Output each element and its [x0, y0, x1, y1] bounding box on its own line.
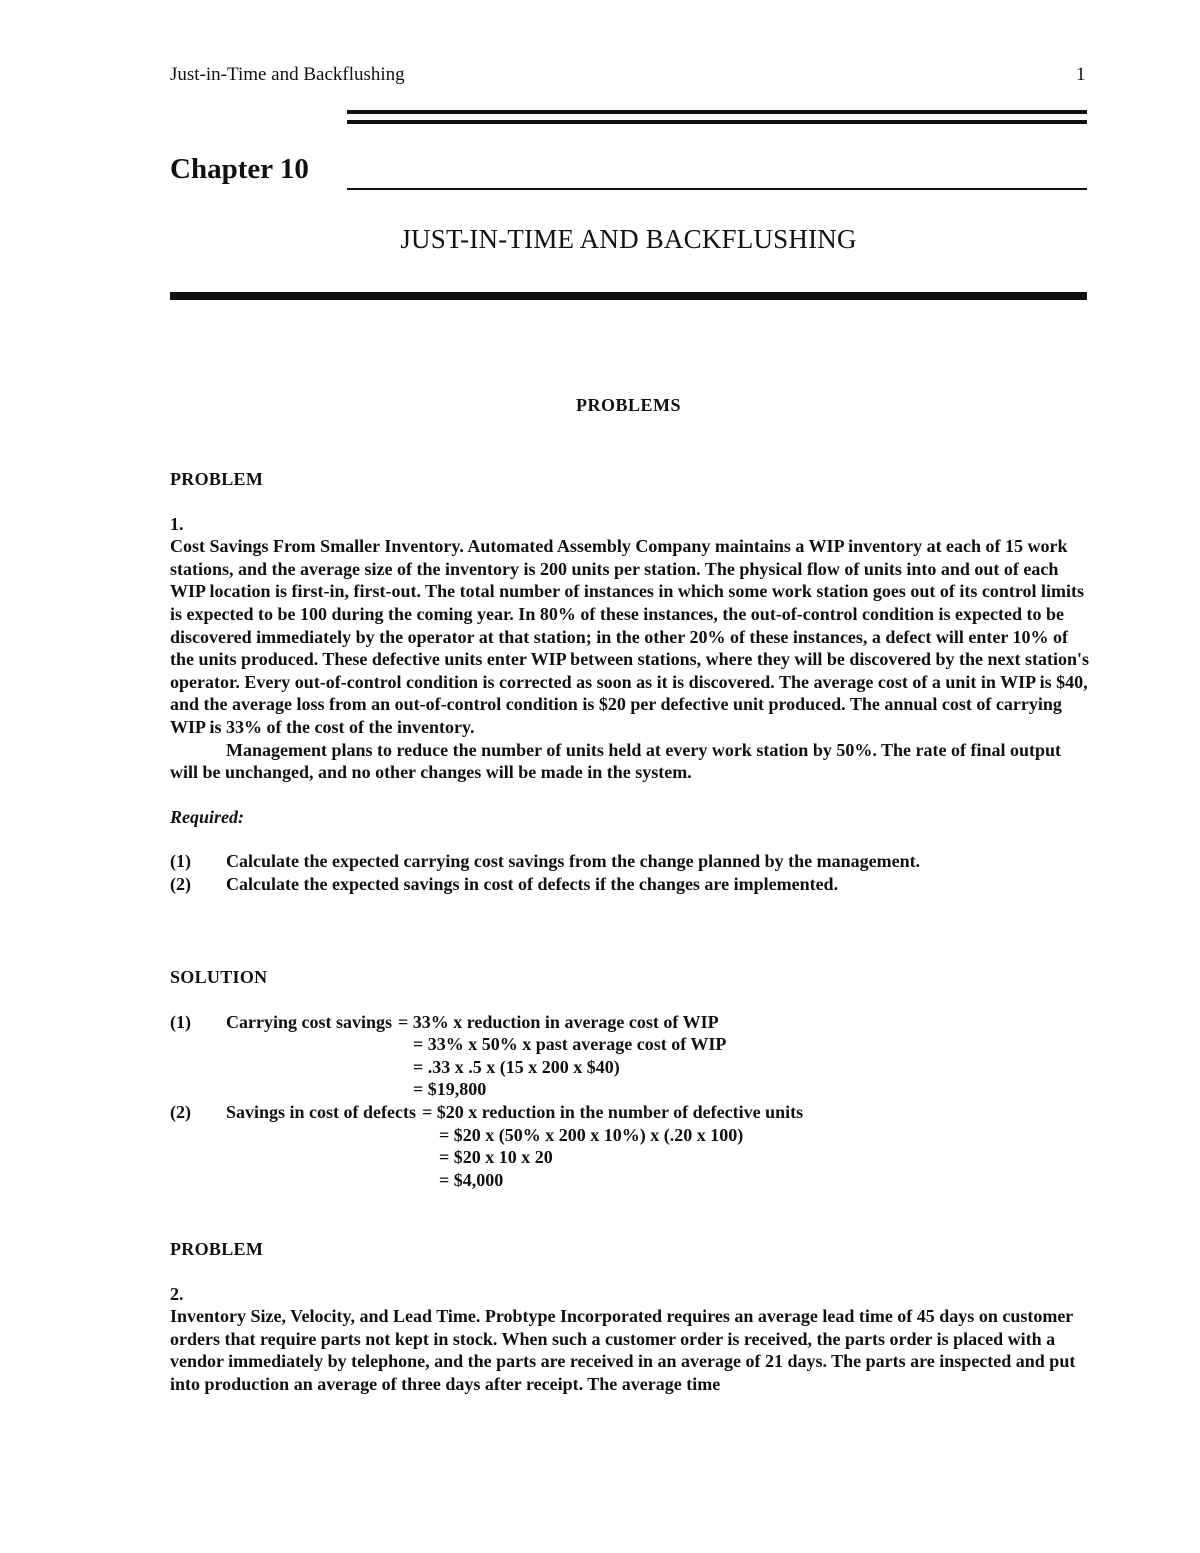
equation-line: = $20 x 10 x 20: [439, 1147, 553, 1168]
part-number: (2): [170, 1101, 191, 1122]
solution-heading: SOLUTION: [170, 967, 268, 987]
solution-part-1: [170, 1011, 1090, 1101]
equation-line: = 33% x 50% x past average cost of WIP: [413, 1034, 727, 1055]
problem-paragraph: Cost Savings From Smaller Inventory. Automated Assembly Company maintains a WIP inventory at each of 15 work stations, and the average size of the inventory is 200 units per station. The physical flow of units into and out of each WIP location is first-in, first-out. The total number of instances in which some work station goes out of its control limits is expected to be 100 during the coming year. In 80% of these instances, the out-of-control condition is expected to be discovered immediately by the operator at that station; in the other 20% of these instances, a defect will enter 10% of the units produced. These defective units enter WIP between stations, where they will be discovered by the next station's operator. Every out-of-control condition is corrected as soon as it is discovered. The average cost of a unit in WIP is $40, and the average loss from an out-of-control condition is $20 per defective unit produced. The annual cost of carrying WIP is 33% of the cost of the inventory.: [170, 536, 1089, 737]
item-number: (1): [170, 851, 191, 872]
equation-line: = $4,000: [439, 1169, 504, 1190]
problem-paragraph: Management plans to reduce the number of units held at every work station by 50%. The rate of final output will be unchanged, and no other changes will be made in the system.: [170, 739, 1062, 783]
problem-paragraph: Inventory Size, Velocity, and Lead Time. Probtype Incorporated requires an average lead time of 45 days on customer orders that require parts not kept in stock. When such a customer order is received, the parts order is placed with a vendor immediately by telephone, and the parts are received in an average of 21 days. The parts are inspected and put into production an average of three days after receipt. The average time: [170, 1306, 1076, 1394]
header-rule-top: [347, 110, 1087, 114]
item-text: Calculate the expected savings in cost of defects if the changes are implemented.: [226, 873, 839, 894]
running-title: Just-in-Time and Backflushing: [170, 64, 405, 85]
section-heading: PROBLEMS: [575, 395, 681, 415]
chapter-title: JUST-IN-TIME AND BACKFLUSHING: [400, 224, 857, 254]
required-list: [170, 850, 1090, 895]
part-number: (1): [170, 1011, 191, 1032]
problem-number: 2.: [170, 1283, 184, 1304]
equation-line: = 33% x reduction in average cost of WIP: [398, 1011, 719, 1032]
page-number: 1: [1076, 64, 1086, 85]
equation-line: = $19,800: [413, 1079, 487, 1100]
equation-line: = $20 x reduction in the number of defective units: [422, 1101, 804, 1122]
equation-line: = $20 x (50% x 200 x 10%) x (.20 x 100): [439, 1124, 744, 1145]
equation-label: Savings in cost of defects: [226, 1101, 416, 1122]
header-rule-bottom: [347, 120, 1087, 124]
equation-label: Carrying cost savings: [226, 1011, 392, 1032]
problem-heading: PROBLEM: [170, 469, 264, 489]
problem-2: [170, 1238, 1090, 1396]
equation-row: [170, 1011, 1090, 1034]
equation-row: [170, 1101, 1090, 1124]
required-item: [170, 873, 1090, 896]
required-label: Required:: [170, 806, 244, 827]
solution-1: [170, 966, 1090, 1191]
item-text: Calculate the expected carrying cost savings from the change planned by the management.: [226, 851, 921, 872]
solution-part-2: [170, 1101, 1090, 1191]
chapter-rule: [347, 188, 1087, 190]
required-item: [170, 850, 1090, 873]
chapter-label: Chapter 10: [170, 153, 309, 185]
equation-line: = .33 x .5 x (15 x 200 x $40): [413, 1056, 620, 1077]
title-rule: [170, 292, 1087, 300]
problem-heading: PROBLEM: [170, 1239, 264, 1259]
problem-1: [170, 468, 1090, 896]
item-number: (2): [170, 873, 191, 894]
problem-number: 1.: [170, 513, 184, 534]
